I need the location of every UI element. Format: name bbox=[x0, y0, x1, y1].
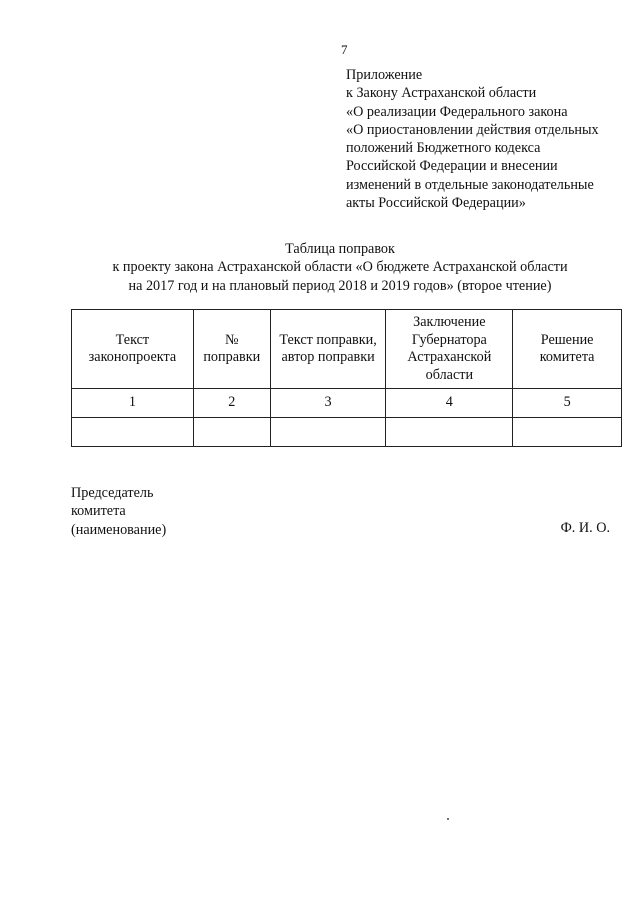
table-title-line: на 2017 год и на плановый период 2018 и 2019 годов» (второе чтение) bbox=[128, 277, 552, 294]
appendix-line: изменений в отдельные законодательные bbox=[346, 176, 594, 193]
page-number: 7 bbox=[341, 42, 348, 57]
appendix-line: к Закону Астраханской области bbox=[346, 85, 537, 102]
column-number: 3 bbox=[270, 389, 386, 418]
header-governor-conclusion: Заключение Губернатора Астраханской области bbox=[386, 310, 513, 389]
table-title bbox=[60, 240, 620, 295]
appendix-line: «О реализации Федерального закона bbox=[346, 103, 568, 120]
appendix-line: «О приостановлении действия отдельных bbox=[346, 121, 599, 138]
column-number-row bbox=[72, 389, 622, 418]
signatory-name: Ф. И. О. bbox=[560, 520, 610, 536]
table-cell bbox=[72, 418, 194, 447]
header-committee-decision: Решение комитета bbox=[513, 310, 622, 389]
signature-line: Председатель bbox=[71, 485, 154, 501]
scan-speck bbox=[447, 818, 449, 820]
column-number: 5 bbox=[513, 389, 622, 418]
header-bill-text: Текст законопроекта bbox=[72, 310, 194, 389]
appendix-line: акты Российской Федерации» bbox=[346, 195, 526, 212]
appendix-line: Приложение bbox=[346, 67, 423, 83]
column-number: 4 bbox=[386, 389, 513, 418]
header-amendment-text: Текст поправки, автор поправки bbox=[270, 310, 386, 389]
table-header-row bbox=[72, 310, 622, 389]
table-cell bbox=[270, 418, 386, 447]
table-cell bbox=[513, 418, 622, 447]
column-number: 2 bbox=[193, 389, 270, 418]
signature-line: (наименование) bbox=[71, 521, 167, 538]
table-cell bbox=[386, 418, 513, 447]
amendments-table bbox=[71, 309, 622, 447]
appendix-line: положений Бюджетного кодекса bbox=[346, 140, 541, 157]
table-title-line: к проекту закона Астраханской области «О бюджете Астраханской области bbox=[112, 259, 568, 276]
header-amendment-number: № поправки bbox=[193, 310, 270, 389]
appendix-line: Российской Федерации и внесении bbox=[346, 158, 558, 175]
signature-block bbox=[71, 484, 166, 539]
signature-line: комитета bbox=[71, 503, 126, 520]
appendix-block bbox=[346, 66, 631, 212]
table-title-line: Таблица поправок bbox=[285, 241, 395, 257]
table-row bbox=[72, 418, 622, 447]
column-number: 1 bbox=[72, 389, 194, 418]
table-cell bbox=[193, 418, 270, 447]
